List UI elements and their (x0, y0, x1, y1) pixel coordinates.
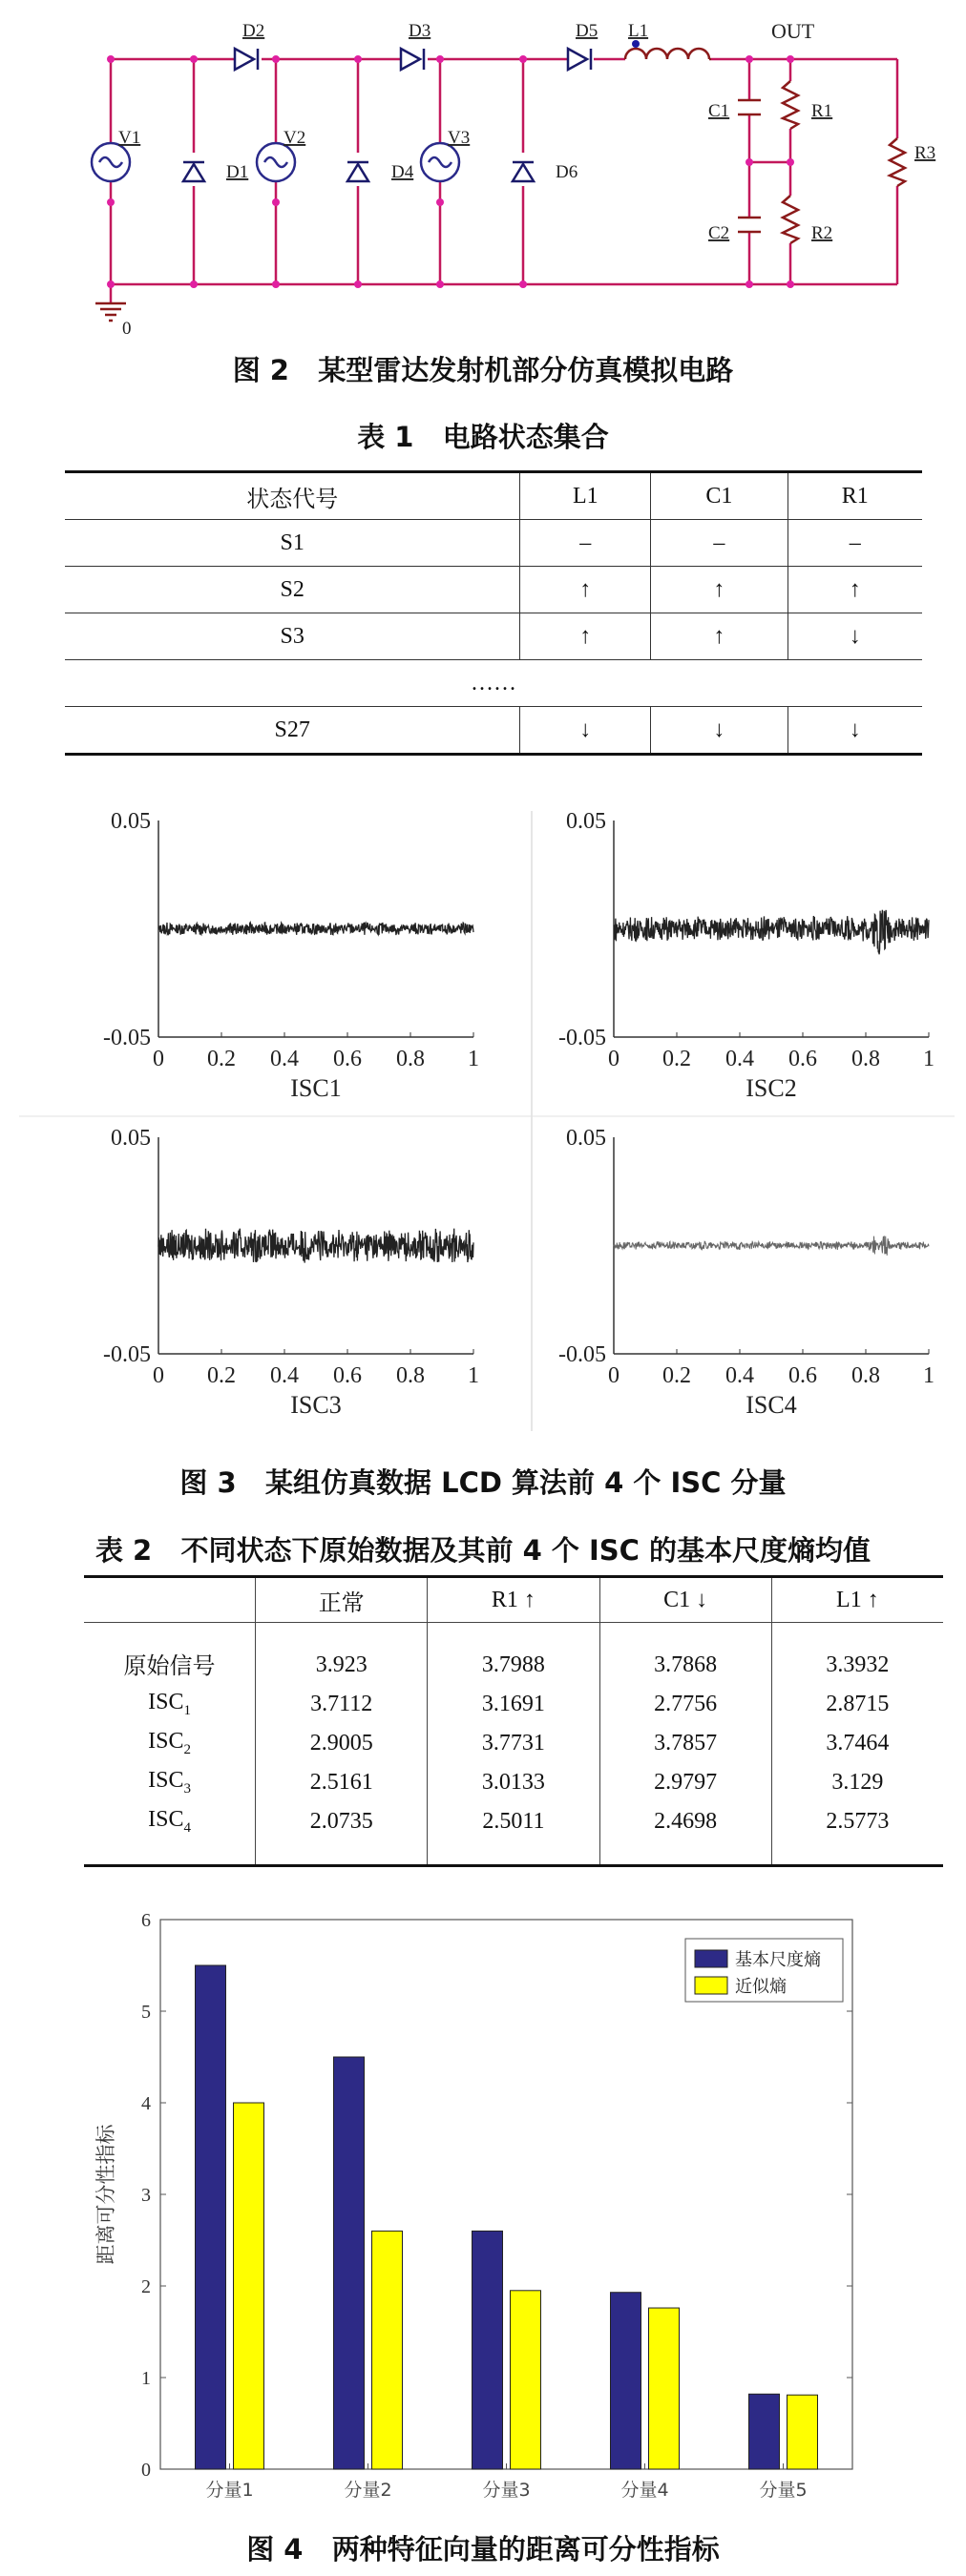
panel-label: ISC3 (290, 1391, 342, 1419)
x-tick-label: 分量3 (482, 2480, 531, 2501)
table2-title (0, 1529, 966, 1568)
x-tick-label: 0 (608, 1047, 620, 1071)
x-tick-label: 1 (468, 1363, 479, 1388)
bar (511, 2291, 541, 2469)
figure2-caption (0, 349, 966, 388)
table-row (84, 1802, 943, 1841)
figure4-caption (0, 2528, 966, 2567)
bar (472, 2231, 503, 2469)
panel-label: ISC1 (290, 1074, 342, 1102)
table2-cell: 2.0735 (256, 1802, 428, 1841)
signal-trace (614, 1236, 929, 1256)
table-row (84, 1646, 943, 1685)
label-d5: D5 (576, 21, 598, 41)
x-tick-label: 0.2 (207, 1047, 236, 1071)
table1-title-num: 表 1 (357, 421, 414, 453)
table-row (65, 613, 922, 660)
table2-cell: 3.7868 (599, 1646, 771, 1685)
table1-cell: ↓ (788, 613, 922, 660)
legend-label: 基本尺度熵 (735, 1950, 821, 1970)
table2 (84, 1575, 943, 1867)
x-tick-label: 0 (153, 1363, 164, 1388)
y-tick-label: 0.05 (566, 809, 606, 834)
x-tick-label: 0.6 (333, 1363, 362, 1388)
figure4-caption-num: 图 4 (246, 2533, 304, 2566)
y-tick-label: -0.05 (103, 1342, 151, 1367)
table1-header: C1 (651, 472, 788, 520)
table-row (84, 1763, 943, 1802)
bar-chart (0, 1899, 966, 2538)
legend-swatch (695, 1950, 727, 1967)
table2-cell: 2.9005 (256, 1724, 428, 1763)
table1-cell: ↓ (651, 707, 788, 755)
x-tick-label: 0.6 (788, 1047, 817, 1071)
y-tick-label: -0.05 (558, 1026, 606, 1050)
table1-cell: ↑ (520, 567, 651, 613)
table1-title-text: 电路状态集合 (442, 421, 609, 453)
table2-header: C1 ↓ (599, 1577, 771, 1623)
table2-header: R1 ↑ (428, 1577, 599, 1623)
x-tick-label: 0.8 (396, 1363, 425, 1388)
x-tick-label: 0 (153, 1047, 164, 1071)
panel-label: ISC2 (746, 1074, 797, 1102)
legend-swatch (695, 1977, 727, 1994)
y-tick-label: 0.05 (566, 1126, 606, 1151)
table1 (65, 470, 922, 756)
x-tick-label: 0.6 (333, 1047, 362, 1071)
isc-panel (103, 809, 479, 1102)
y-axis-label: 距离可分性指标 (94, 2124, 117, 2265)
table2-cell: 3.7464 (771, 1724, 943, 1763)
label-d4: D4 (391, 162, 414, 182)
table-row (65, 520, 922, 567)
table1-cell: – (788, 520, 922, 567)
figure3-caption-text: 某组仿真数据 LCD 算法前 4 个 ISC 分量 (265, 1466, 787, 1499)
bar (372, 2231, 403, 2469)
table2-header: L1 ↑ (771, 1577, 943, 1623)
x-tick-label: 0.4 (725, 1047, 754, 1071)
x-tick-label: 0.8 (851, 1363, 880, 1388)
table1-cell: S3 (65, 613, 520, 660)
table2-spacer (84, 1841, 943, 1866)
y-tick-label: 0.05 (111, 1126, 151, 1151)
y-tick-label: 1 (141, 2368, 151, 2389)
table2-cell: 3.7857 (599, 1724, 771, 1763)
table2-cell: 2.5161 (256, 1763, 428, 1802)
table2-title-text: 不同状态下原始数据及其前 4 个 ISC 的基本尺度熵均值 (180, 1534, 872, 1567)
table2-header: 正常 (256, 1577, 428, 1623)
table2-cell: 2.5773 (771, 1802, 943, 1841)
x-tick-label: 0.2 (662, 1047, 691, 1071)
table2-spacer (84, 1623, 943, 1647)
table2-header (84, 1577, 256, 1623)
bar (334, 2057, 365, 2469)
bar (196, 1965, 226, 2469)
isc-panel (558, 809, 934, 1102)
label-out: OUT (771, 19, 815, 43)
table1-cell: ↑ (651, 613, 788, 660)
figure2-caption-num: 图 2 (232, 354, 289, 386)
label-v2: V2 (284, 128, 306, 148)
label-v3: V3 (448, 128, 471, 148)
x-tick-label: 1 (923, 1047, 934, 1071)
bar (649, 2308, 680, 2469)
table1-cell: ↑ (520, 613, 651, 660)
table2-header-row (84, 1577, 943, 1623)
label-r2: R2 (811, 223, 833, 243)
label-v1: V1 (118, 128, 141, 148)
table2-row-name: $ISC_4$ (148, 1807, 191, 1836)
y-tick-label: 0.05 (111, 809, 151, 834)
table2-row-name: $ISC_2$ (148, 1729, 191, 1757)
table1-cell: ↑ (788, 567, 922, 613)
table1-cell: S1 (65, 520, 520, 567)
table2-row-name: $ISC_1$ (148, 1690, 191, 1718)
table-row (65, 707, 922, 755)
isc-panel (103, 1126, 479, 1419)
label-c2: C2 (708, 223, 730, 243)
bar (611, 2293, 641, 2469)
label-d2: D2 (242, 21, 265, 41)
table1-ellipsis: …… (65, 660, 922, 707)
label-r1: R1 (811, 101, 833, 121)
table2-cell: 3.0133 (428, 1763, 599, 1802)
figure2-caption-text: 某型雷达发射机部分仿真模拟电路 (318, 354, 734, 386)
x-tick-label: 0.8 (851, 1047, 880, 1071)
x-tick-label: 1 (468, 1047, 479, 1071)
y-tick-label: 4 (141, 2093, 151, 2114)
table2-title-num: 表 2 (94, 1534, 153, 1567)
signal-trace (158, 1229, 473, 1263)
table1-header-row (65, 472, 922, 520)
table2-cell: 2.5011 (428, 1802, 599, 1841)
table2-cell: 3.7731 (428, 1724, 599, 1763)
table1-header: 状态代号 (65, 472, 520, 520)
isc-panel (558, 1126, 934, 1419)
table1-cell: ↓ (788, 707, 922, 755)
x-tick-label: 分量5 (759, 2480, 808, 2501)
table2-row-name: $ISC_3$ (148, 1768, 191, 1797)
x-tick-label: 0.4 (270, 1047, 299, 1071)
signal-trace (158, 923, 473, 935)
table2-row-name: 原始信号 (123, 1654, 216, 1680)
x-tick-label: 0 (608, 1363, 620, 1388)
table2-cell: 2.8715 (771, 1685, 943, 1724)
table1-cell: S2 (65, 567, 520, 613)
x-tick-label: 0.4 (270, 1363, 299, 1388)
y-tick-label: 6 (141, 1910, 151, 1931)
bar (788, 2395, 818, 2469)
bar (749, 2394, 780, 2469)
y-tick-label: 5 (141, 2002, 151, 2023)
x-tick-label: 0.8 (396, 1047, 425, 1071)
x-tick-label: 1 (923, 1363, 934, 1388)
x-tick-label: 分量2 (344, 2480, 392, 2501)
label-gnd: 0 (122, 319, 132, 339)
label-d3: D3 (409, 21, 431, 41)
table-row (65, 660, 922, 707)
figure3-caption (0, 1462, 966, 1501)
y-tick-label: 2 (141, 2276, 151, 2297)
label-d1: D1 (226, 162, 249, 182)
table1-cell: S27 (65, 707, 520, 755)
x-tick-label: 0.6 (788, 1363, 817, 1388)
label-c1: C1 (708, 101, 730, 121)
signal-trace (614, 910, 929, 955)
table-row (65, 567, 922, 613)
x-tick-label: 0.4 (725, 1363, 754, 1388)
y-tick-label: 0 (141, 2460, 151, 2481)
table2-cell: 3.923 (256, 1646, 428, 1685)
table1-cell: ↓ (520, 707, 651, 755)
table1-cell: ↑ (651, 567, 788, 613)
label-r3: R3 (914, 143, 936, 163)
figure3-caption-num: 图 3 (179, 1466, 237, 1499)
table1-header: L1 (520, 472, 651, 520)
table2-cell: 3.7988 (428, 1646, 599, 1685)
table2-cell: 3.1691 (428, 1685, 599, 1724)
table1-header: R1 (788, 472, 922, 520)
table2-cell: 2.7756 (599, 1685, 771, 1724)
x-tick-label: 分量4 (620, 2480, 669, 2501)
y-tick-label: -0.05 (103, 1026, 151, 1050)
table2-cell: 3.3932 (771, 1646, 943, 1685)
table1-cell: – (520, 520, 651, 567)
table2-cell: 3.7112 (256, 1685, 428, 1724)
label-d6: D6 (556, 162, 578, 182)
table2-cell: 2.9797 (599, 1763, 771, 1802)
panel-label: ISC4 (746, 1391, 797, 1419)
figure4-caption-text: 两种特征向量的距离可分性指标 (331, 2533, 720, 2566)
circuit-diagram (0, 0, 966, 343)
y-tick-label: -0.05 (558, 1342, 606, 1367)
x-tick-label: 分量1 (205, 2480, 254, 2501)
legend-label: 近似熵 (735, 1977, 787, 1997)
label-l1: L1 (628, 21, 649, 41)
bar (234, 2103, 264, 2469)
table-row (84, 1724, 943, 1763)
x-tick-label: 0.2 (662, 1363, 691, 1388)
isc-panels-figure (0, 792, 966, 1441)
table2-cell: 3.129 (771, 1763, 943, 1802)
table1-title (0, 416, 966, 455)
y-tick-label: 3 (141, 2185, 151, 2206)
x-tick-label: 0.2 (207, 1363, 236, 1388)
table1-cell: – (651, 520, 788, 567)
table2-cell: 2.4698 (599, 1802, 771, 1841)
table-row (84, 1685, 943, 1724)
